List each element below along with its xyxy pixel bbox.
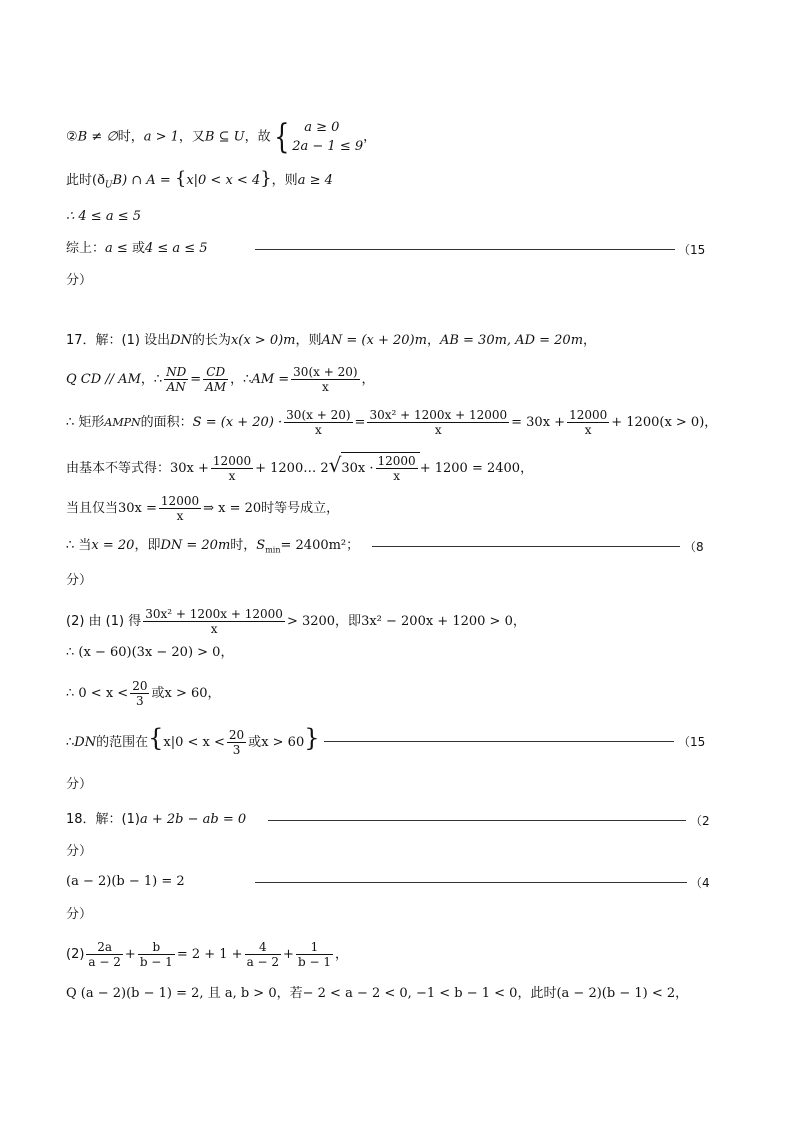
text: ， <box>363 129 377 145</box>
text: ， <box>520 461 534 476</box>
math: a ≤ <box>105 241 132 256</box>
text: ， <box>426 333 440 348</box>
equals: = <box>354 415 366 430</box>
line-part-2-expression <box>66 940 348 969</box>
score-mark: （15 <box>678 243 706 257</box>
text: ∴ <box>66 735 75 750</box>
line-min-area <box>66 537 359 560</box>
text: 当且仅当 <box>66 501 119 516</box>
math: + 1200(x > 0) <box>611 415 705 430</box>
math: x(x > 0)m <box>230 333 296 348</box>
math: ⇒ x = 20 <box>203 501 262 516</box>
text: (1) <box>121 812 140 827</box>
score-leader-line <box>372 546 680 547</box>
set-brace-left: { <box>148 724 164 752</box>
math: B ⊆ U <box>204 129 245 145</box>
score-leader-line <box>324 741 674 742</box>
math: Q CD // AM <box>66 372 141 387</box>
math: a ≥ 4 <box>297 173 333 188</box>
score-leader-line <box>255 882 687 883</box>
math: S <box>256 538 266 553</box>
text: ，若 <box>276 986 303 1001</box>
math: B ≠ ∅ <box>77 129 118 145</box>
problem-number: 17．解： <box>66 333 122 348</box>
math: − 2 < a − 2 < 0, −1 < b − 1 < 0 <box>302 986 518 1001</box>
line-solution <box>66 679 221 708</box>
text: 时， <box>230 538 257 553</box>
line-score-unit <box>66 572 92 590</box>
math: = 2 + 1 + <box>176 947 243 962</box>
circled-number: ② <box>66 129 78 145</box>
fraction: $\frac{ND}{AN}$ <box>166 365 187 394</box>
text: 或 <box>131 241 145 256</box>
text: 此时 <box>66 173 93 188</box>
fraction: $\frac{4}{a - 2}$ <box>246 940 280 969</box>
line-score-unit <box>66 776 92 794</box>
line-part-2 <box>66 607 526 636</box>
fraction: $\frac{30(x + 20)}{x}$ <box>286 408 351 437</box>
math: DN <box>74 735 97 750</box>
text: ，∴ <box>230 372 252 387</box>
set-brace-right: } <box>304 724 320 752</box>
math: B) ∩ A = <box>112 173 171 188</box>
math: ∴ (x − 60)(3x − 20) > 0， <box>66 645 234 660</box>
line-range <box>66 208 141 226</box>
fraction: $\frac{CD}{AM}$ <box>205 365 227 394</box>
text: ，此时 <box>517 986 557 1001</box>
problem-number: 18．解： <box>66 812 122 827</box>
math: S = (x + 20) · <box>192 415 283 430</box>
math: AMPN <box>104 416 141 429</box>
line-area <box>66 408 717 437</box>
math: x > 60 <box>164 686 208 701</box>
plus: + <box>124 947 136 962</box>
fraction: $\frac{1}{b - 1}$ <box>297 940 331 969</box>
line-intersection <box>66 170 333 195</box>
text: (2) <box>66 947 85 962</box>
text: 或 <box>151 686 165 701</box>
text: ，故 <box>244 129 271 145</box>
text: 分） <box>66 273 93 288</box>
math: AB = 30m, AD = 20m <box>439 333 584 348</box>
equals: = <box>190 372 202 387</box>
math: ∴ 4 ≤ a ≤ 5 <box>66 209 142 224</box>
set-brace-right: } <box>260 168 272 189</box>
math: DN = 20m <box>160 538 231 553</box>
fraction: $\frac{30(x + 20)}{x}$ <box>293 365 358 394</box>
text: 的面积： <box>140 415 193 430</box>
fraction: $\frac{20}{3}$ <box>132 679 148 708</box>
plus: + <box>283 947 294 962</box>
subscript: U <box>104 180 113 191</box>
text: ，即 <box>134 538 161 553</box>
sqrt-sign: √ <box>328 453 342 477</box>
math: = 2400m² <box>280 538 347 553</box>
left-brace: { <box>273 117 290 157</box>
text: 分） <box>66 777 93 792</box>
score-mark: （2 <box>690 814 710 828</box>
fraction: $\frac{\text{30x² + 1200x + 12000}}{x}$ <box>145 607 283 636</box>
math: + 1200… 2 <box>255 461 329 476</box>
score-leader-line <box>268 820 686 821</box>
line-factored <box>66 644 233 662</box>
text: 分） <box>66 844 93 859</box>
math: (a − 2)(b − 1) = 2 <box>66 874 185 889</box>
fraction: $\frac{12000}{x}$ <box>377 454 416 483</box>
math: AN = (x + 20)m <box>321 333 427 348</box>
sqrt-content: 30x · $\frac{12000}{x}$ <box>341 452 419 483</box>
text: ，则 <box>295 333 322 348</box>
system-bottom: 2a − 1 ≤ 9 <box>292 139 364 154</box>
math: 3x² − 200x + 1200 > 0 <box>361 614 513 629</box>
text: 的范围在 <box>96 735 149 750</box>
fraction: $\frac{12000}{x}$ <box>160 494 200 523</box>
score-mark: （15 <box>678 735 706 749</box>
math: 30x = <box>118 501 157 516</box>
math: (a − 2)(b − 1) < 2 <box>556 986 676 1001</box>
math: a > 1 <box>143 129 179 145</box>
score-mark: （8 <box>684 540 704 554</box>
math: x > 60 <box>261 735 305 750</box>
text: 综上： <box>66 241 106 256</box>
line-score-unit <box>66 272 92 290</box>
line-problem-18 <box>66 811 246 829</box>
score-mark: （4 <box>690 876 710 890</box>
text: 分） <box>66 907 93 922</box>
math: x|0 < x < <box>163 735 225 750</box>
inequality-system <box>292 118 363 156</box>
text: ， <box>675 986 689 1001</box>
text: 时等号成立， <box>261 501 340 516</box>
math: 30x + <box>170 461 209 476</box>
set-content: x|0 < x < 4 <box>186 173 261 188</box>
text: ，∴ <box>140 372 163 387</box>
text: ， <box>361 372 375 387</box>
text: 由基本不等式得： <box>66 461 171 476</box>
text: ， <box>512 614 526 629</box>
text: (1) 设出 <box>121 333 171 348</box>
text: ， <box>207 686 221 701</box>
fraction: $\frac{b}{b - 1}$ <box>139 940 173 969</box>
math: x = 20 <box>91 538 135 553</box>
text: ； <box>346 538 360 553</box>
line-problem-17 <box>66 332 596 350</box>
text: (2) 由 (1) 得 <box>66 614 142 629</box>
text: 时， <box>117 129 144 145</box>
fraction: $\frac{\text{30x² + 1200x + 12000}}{x}$ <box>369 408 508 437</box>
line-case-2 <box>66 118 376 156</box>
math: ∴ 0 < x < <box>66 686 129 701</box>
line-score-unit <box>66 843 92 861</box>
math: + 1200 = 2400 <box>419 461 521 476</box>
fraction: $\frac{12000}{x}$ <box>569 408 608 437</box>
text: 或 <box>248 735 262 750</box>
math: AM = <box>251 372 290 387</box>
text: 分） <box>66 573 93 588</box>
text: ∴ 矩形 <box>66 415 105 430</box>
math: > 3200 <box>286 614 336 629</box>
text: 的长为 <box>191 333 231 348</box>
line-product <box>66 873 185 891</box>
line-score-unit <box>66 906 92 924</box>
math: Q (a − 2)(b − 1) = 2, 且 a, b > 0 <box>66 986 277 1001</box>
text: ， <box>704 415 718 430</box>
line-parallel <box>66 365 375 394</box>
text: ，即 <box>335 614 362 629</box>
set-brace-left: { <box>174 168 187 189</box>
text: ∴ 当 <box>66 538 92 553</box>
fraction: $\frac{20}{3}$ <box>228 728 245 757</box>
math: = 30x + <box>511 415 566 430</box>
text: ，又 <box>178 129 205 145</box>
system-top: a ≥ 0 <box>304 120 340 135</box>
math: a + 2b − ab = 0 <box>139 812 247 827</box>
line-summary <box>66 240 208 258</box>
line-equality-condition <box>66 494 339 523</box>
fraction: $\frac{2a}{a - 2}$ <box>88 940 121 969</box>
math: 4 ≤ a ≤ 5 <box>144 241 208 256</box>
math: DN <box>170 333 192 348</box>
fraction: $\frac{12000}{x}$ <box>212 454 252 483</box>
text: ， <box>583 333 597 348</box>
line-basic-inequality <box>66 452 533 483</box>
line-case-analysis <box>66 985 688 1003</box>
text: ，则 <box>271 173 298 188</box>
score-leader-line <box>255 249 675 250</box>
text: ， <box>334 947 348 962</box>
line-dn-range <box>66 724 320 757</box>
subscript: min <box>265 545 281 555</box>
math: (ð <box>92 173 105 188</box>
